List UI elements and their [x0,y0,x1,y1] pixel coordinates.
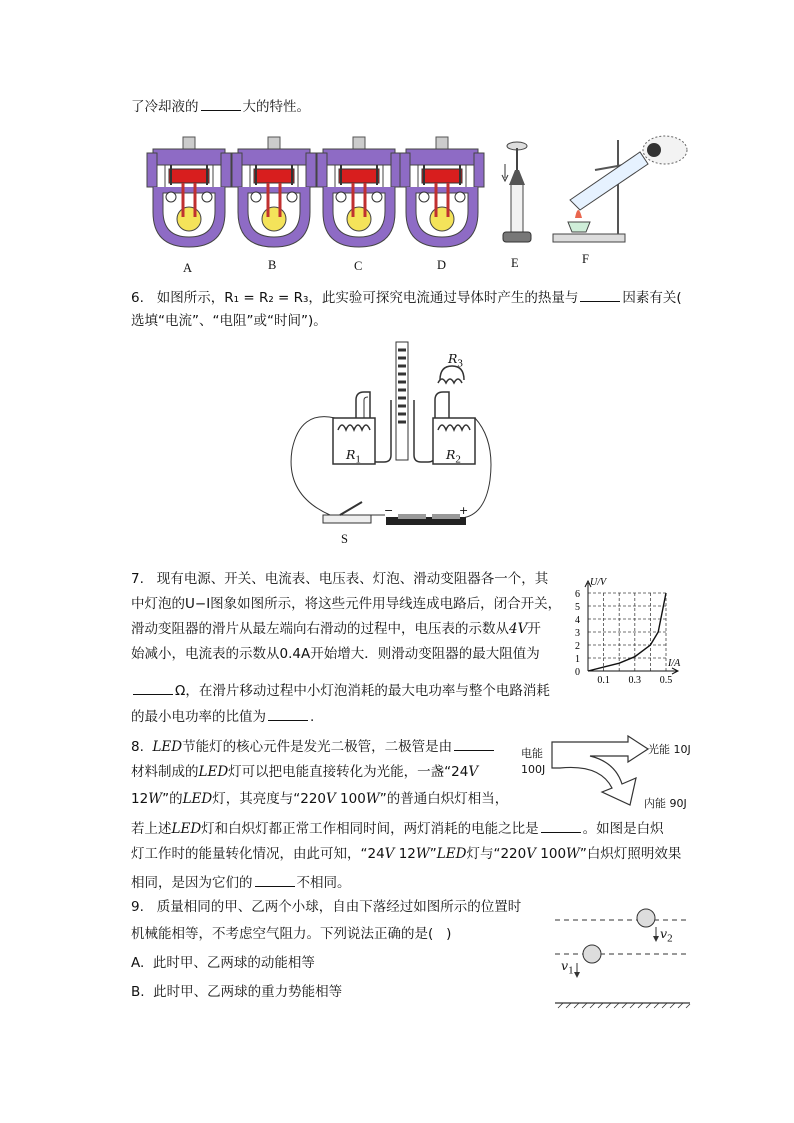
q6-line2: 选填“电流”、“电阻”或“时间”)。 [131,313,327,329]
text: 滑动变阻器的滑片从最左端向右滑动的过程中，电压表的示数从 [131,621,509,637]
y-tick-label: 6 [575,589,580,600]
label-d: D [437,258,447,272]
x-axis-label: I/A [668,658,681,669]
q7-line4: 始减小，电流表的示数从0.4A开始增大．则滑动变阻器的最大阻值为 [131,646,540,662]
q8-line3: 12W”的LED灯，其亮度与“220V 100W”的普通白炽灯相当， [131,791,509,807]
text: 6. 如图所示，R₁ = R₂ = R₃，此实验可探究电流通过导体时产生的热量与 [131,290,579,306]
heat-energy-label: 内能 90J [644,797,687,810]
label-e: E [511,256,519,270]
q9-option-b: B. 此时甲、乙两球的重力势能相等 [131,984,343,1000]
q9-option-a: A. 此时甲、乙两球的动能相等 [131,955,315,971]
light-energy-label: 光能 10J [648,743,691,756]
origin-label: 0 [575,667,580,678]
text: 大的特性。 [242,99,310,115]
y-tick-label: 1 [575,654,580,665]
battery-plus: + [459,504,469,517]
energy-input-label: 电能 [521,747,543,760]
label-a: A [183,261,193,275]
label-r3: $R_3$ [448,351,463,370]
y-tick-label: 4 [575,615,580,626]
text: 了冷却液的 [131,99,199,115]
label-v2: $v_2$ [660,926,673,945]
q9-line1: 9. 质量相同的甲、乙两个小球，自由下落经过如图所示的位置时 [131,899,522,915]
y-axis-label: U/V [590,577,607,588]
battery-minus: − [384,504,394,517]
voltage-value: 4V [509,621,528,637]
x-tick-label: 0.5 [659,675,673,686]
text: 的最小电功率的比值为 [131,709,266,725]
label-r2: $R_2$ [446,447,461,466]
x-tick-label: 0.1 [597,675,610,686]
text: . [310,709,315,725]
x-tick-label: 0.3 [628,675,642,686]
text: 开 [527,621,541,637]
q7-line2: 中灯泡的U−I图象如图所示，将这些元件用导线连成电路后，闭合开关， [131,596,562,612]
q8-line4: 若上述LED灯和白炽灯都正常工作相同时间，两灯消耗的电能之比是 。如图是白炽 [131,818,664,838]
label-switch: S [341,532,348,546]
text: Ω，在滑片移动过程中小灯泡消耗的最大电功率与整个电路消耗 [175,683,550,699]
label-b: B [268,258,277,272]
q9-line2: 机械能相等，不考虑空气阻力。下列说法正确的是( ) [131,926,452,942]
q8-line5: 灯工作时的能量转化情况，由此可知，“24V 12W”LED灯与“220V 100W”白炽灯照明效果 [131,846,682,862]
y-tick-label: 5 [575,602,580,613]
y-tick-label: 2 [575,641,580,652]
label-f: F [582,252,589,266]
label-c: C [354,259,363,273]
y-tick-label: 3 [575,628,580,639]
text: 因素有关( [622,290,682,306]
q7-line1: 7. 现有电源、开关、电流表、电压表、灯泡、滑动变阻器各一个，其 [131,571,549,587]
q8-line1: 8. LED节能灯的核心元件是发光二极管，二极管是由 [131,736,496,756]
q8-line6: 相同，是因为它们的 不相同。 [131,872,351,892]
label-v1: $v_1$ [561,958,574,977]
label-r1: $R_1$ [346,447,361,466]
q8-line2: 材料制成的LED灯可以把电能直接转化为光能，一盏“24V [131,764,479,780]
energy-input-value: 100J [521,763,546,776]
